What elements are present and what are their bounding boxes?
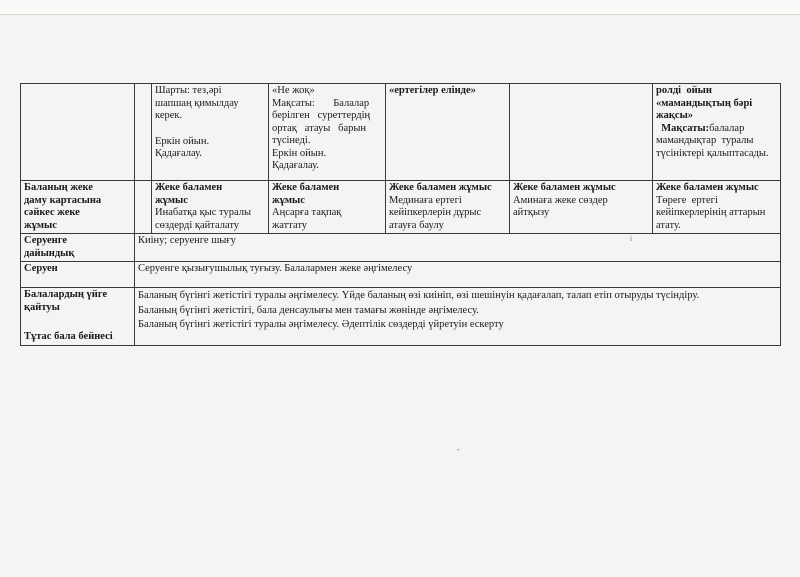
text-line: жұмыс <box>272 194 305 206</box>
table-row <box>21 234 781 262</box>
text-line: атату. <box>656 219 681 231</box>
text-line: Баланың жеке <box>24 182 93 193</box>
text-line: Балалардың үйге <box>24 289 108 300</box>
going-home-text <box>135 288 781 346</box>
text-line: жаттату <box>272 219 308 231</box>
scan-speck: - <box>457 445 460 454</box>
text-line: сөздерді қайталату <box>155 219 240 231</box>
text-line: Баланың бүгінгі жетістігі туралы әңгімелесу. Үйде баланың өзі киініп, өзі шешінуін қадағалап, талап етіп отыруды түсіндіру. <box>138 290 700 301</box>
text-line: жақсы» <box>656 110 694 121</box>
text-line: шапшаң қимылдау <box>155 97 239 109</box>
text-line: кейіпкерлерінің аттарын <box>656 207 766 218</box>
text-line: Қадағалау. <box>272 160 319 171</box>
text-line: «мамандықтың бәрі <box>656 97 753 109</box>
cell-fri-individual <box>653 181 781 234</box>
goal-text: балалар <box>709 122 745 134</box>
row-label-empty <box>21 84 135 181</box>
text-line: Еркін ойын. <box>155 135 210 147</box>
text-line: Төреге ертегі <box>656 194 718 206</box>
text-line: жұмыс <box>155 194 188 206</box>
text-line: Аминаға жеке сөздер <box>513 194 608 206</box>
text-line: кейіпкерлерін дұрыс <box>389 207 482 218</box>
text-line: даму картасына <box>24 194 102 206</box>
text-line: атауға баулу <box>389 219 444 231</box>
text-line: Аңсарға тақпақ <box>272 207 342 218</box>
row-label-walk <box>21 262 135 288</box>
text-line: Еркін ойын. <box>272 147 327 159</box>
text-line: Жеке баламен <box>272 182 340 193</box>
text-line: қайтуы <box>24 301 60 313</box>
text-line: Серуенге қызығушылық туғызу. Балалармен жеке әңгімелесу <box>138 263 413 274</box>
cell-mon-activity <box>152 84 269 181</box>
cell-thu-activity <box>510 84 653 181</box>
text-line: дайындық <box>24 247 75 259</box>
text-line: Шарты: тез,әрі <box>155 85 222 96</box>
cell-tue-activity <box>269 84 386 181</box>
text-line: «ертегілер елінде» <box>389 85 476 96</box>
table-row <box>21 262 781 288</box>
table-row <box>21 181 781 234</box>
page-top-edge <box>0 0 800 15</box>
row-label-individual-work <box>21 181 135 234</box>
cell-wed-individual <box>386 181 510 234</box>
text-line: Жеке баламен жұмыс <box>513 182 616 193</box>
text-line: ортақ атауы барын <box>272 122 367 134</box>
text-line: жұмыс <box>24 219 57 231</box>
text-line: түсініктері қалыптасады. <box>656 147 769 159</box>
cell-mon-individual <box>152 181 269 234</box>
text-line: Мединаға ертегі <box>389 194 462 206</box>
text-line: айтқызу <box>513 207 550 218</box>
table-row <box>21 84 781 181</box>
daily-plan-table <box>20 83 781 346</box>
text-line: Инабатқа қыс туралы <box>155 207 252 218</box>
text-line: Баланың бүгінгі жетістігі туралы әңгімелесу. Әдептілік сөздерді үйретуін ескерту <box>138 319 504 330</box>
cell-tue-individual <box>269 181 386 234</box>
cell-wed-activity <box>386 84 510 181</box>
cell-fri-activity <box>653 84 781 181</box>
text-line: Жеке баламен жұмыс <box>656 182 759 193</box>
narrow-cell <box>135 84 152 181</box>
table-row <box>21 288 781 346</box>
text-line <box>656 123 777 136</box>
text-line: мамандықтар туралы <box>656 135 754 146</box>
text-line: Қадағалау. <box>155 148 202 159</box>
text-line: берілген суреттердің <box>272 110 371 121</box>
row-label-walk-prep <box>21 234 135 262</box>
row-label-going-home <box>21 288 135 346</box>
text-line: Баланың бүгінгі жетістігі, бала денсаулығы мен тамағы жөнінде әңгімелесу. <box>138 304 479 316</box>
walk-prep-text <box>135 234 781 262</box>
text-line: Серуенге <box>24 235 67 246</box>
text-line: ролді ойын <box>656 85 712 96</box>
text-line: Жеке баламен жұмыс <box>389 182 492 193</box>
cell-thu-individual <box>510 181 653 234</box>
text-line: «Не жоқ» <box>272 85 315 96</box>
text-line: Мақсаты: Балалар <box>272 97 370 109</box>
goal-label: Мақсаты: <box>661 122 710 134</box>
text-line: сәйкес жеке <box>24 207 80 218</box>
narrow-cell <box>135 181 152 234</box>
text-line: Киіну; серуенге шығу <box>138 235 236 246</box>
walk-text <box>135 262 781 288</box>
text-line: Жеке баламен <box>155 182 223 193</box>
text-line: керек. <box>155 110 183 121</box>
text-line: Серуен <box>24 263 58 274</box>
scan-speck: i <box>630 234 633 243</box>
text-line: Тұтас бала бейнесі <box>24 331 113 342</box>
text-line: түсінеді. <box>272 135 311 146</box>
